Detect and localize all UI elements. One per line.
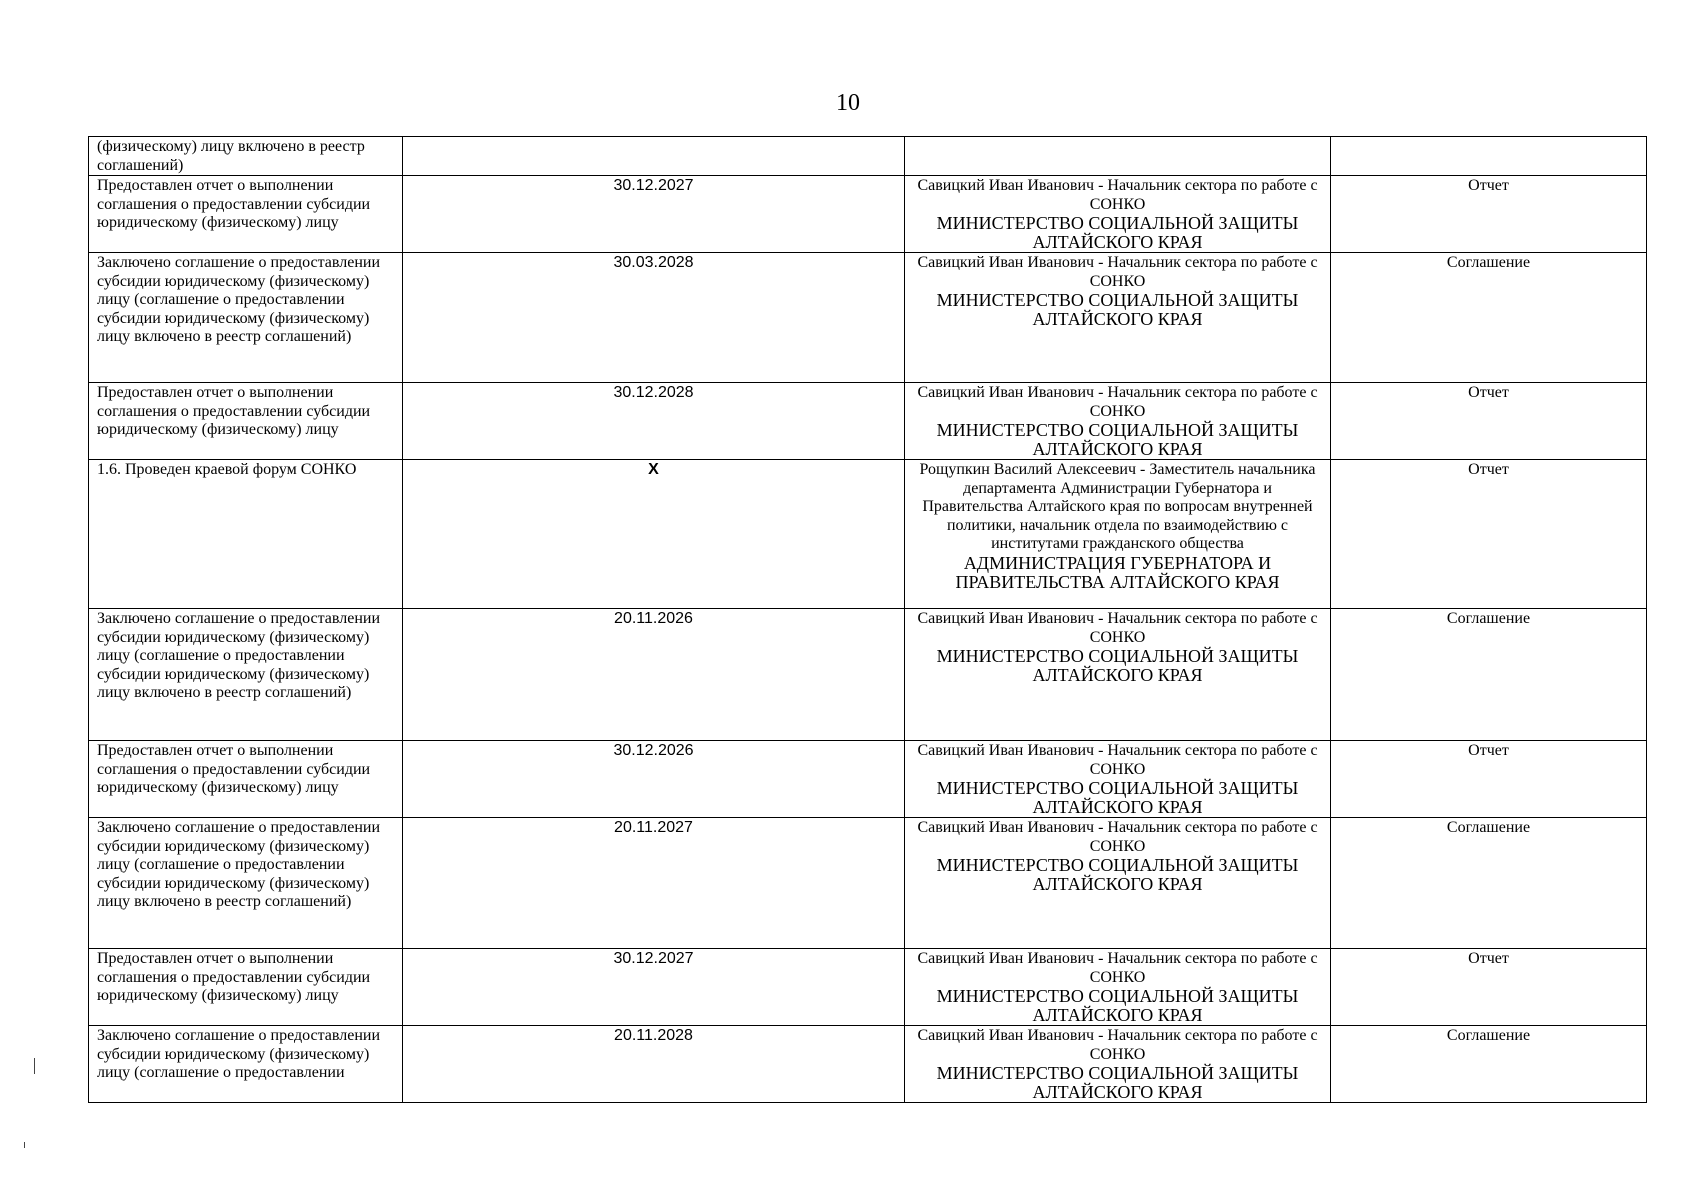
responsible-cell xyxy=(905,460,1331,609)
responsible-person: Савицкий Иван Иванович - Начальник сектора по работе с СОНКО xyxy=(917,177,1318,213)
table-row xyxy=(89,383,1647,460)
responsible-org: МИНИСТЕРСТВО СОЦИАЛЬНОЙ ЗАЩИТЫ АЛТАЙСКОГО КРАЯ xyxy=(936,420,1299,459)
document-type: Соглашение xyxy=(1331,253,1647,383)
due-date: 30.12.2027 xyxy=(403,176,905,253)
table-row xyxy=(89,741,1647,818)
responsible-org: МИНИСТЕРСТВО СОЦИАЛЬНОЙ ЗАЩИТЫ АЛТАЙСКОГО КРАЯ xyxy=(936,646,1299,685)
responsible-cell xyxy=(905,818,1331,949)
responsible-person: Савицкий Иван Иванович - Начальник сектора по работе с СОНКО xyxy=(917,384,1318,420)
document-type: Соглашение xyxy=(1331,818,1647,949)
page-number: 10 xyxy=(836,90,860,116)
responsible-person: Савицкий Иван Иванович - Начальник сектора по работе с СОНКО xyxy=(917,254,1318,290)
plan-table xyxy=(88,136,1647,1103)
responsible-person: Рощупкин Василий Алексеевич - Заместитель начальника департамента Администрации Губернатора и Правительства Алтайского края по вопросам внутренней политики, начальник отдела по взаимодействию с институтами гражданского общества xyxy=(919,461,1316,552)
event-description: Заключено соглашение о предоставлении субсидии юридическому (физическому) лицу (соглашение о предоставлении субсидии юридическому (физическому) лицу включено в реестр соглашений) xyxy=(89,609,403,741)
due-date: 30.12.2028 xyxy=(403,383,905,460)
due-date: 30.12.2027 xyxy=(403,949,905,1026)
table-row xyxy=(89,460,1647,609)
responsible-cell xyxy=(905,741,1331,818)
responsible-person: Савицкий Иван Иванович - Начальник сектора по работе с СОНКО xyxy=(917,819,1318,855)
due-date: 20.11.2027 xyxy=(403,818,905,949)
responsible-org: МИНИСТЕРСТВО СОЦИАЛЬНОЙ ЗАЩИТЫ АЛТАЙСКОГО КРАЯ xyxy=(936,213,1299,252)
responsible-person: Савицкий Иван Иванович - Начальник сектора по работе с СОНКО xyxy=(917,742,1318,778)
due-date: 30.03.2028 xyxy=(403,253,905,383)
document-type: Отчет xyxy=(1331,949,1647,1026)
table-row xyxy=(89,137,1647,176)
responsible-person: Савицкий Иван Иванович - Начальник сектора по работе с СОНКО xyxy=(917,950,1318,986)
event-description: Предоставлен отчет о выполнении соглашения о предоставлении субсидии юридическому (физическому) лицу xyxy=(89,741,403,818)
responsible-cell xyxy=(905,176,1331,253)
event-description: Заключено соглашение о предоставлении субсидии юридическому (физическому) лицу (соглашение о предоставлении субсидии юридическому (физическому) лицу включено в реестр соглашений) xyxy=(89,253,403,383)
table-row xyxy=(89,176,1647,253)
document-type: Соглашение xyxy=(1331,609,1647,741)
responsible-org: МИНИСТЕРСТВО СОЦИАЛЬНОЙ ЗАЩИТЫ АЛТАЙСКОГО КРАЯ xyxy=(936,290,1299,329)
scan-artifact xyxy=(24,1142,25,1148)
document-type xyxy=(1331,137,1647,176)
document-type: Отчет xyxy=(1331,741,1647,818)
table-row xyxy=(89,253,1647,383)
due-date: X xyxy=(403,460,905,609)
due-date: 20.11.2028 xyxy=(403,1026,905,1103)
responsible-cell xyxy=(905,383,1331,460)
responsible-org: АДМИНИСТРАЦИЯ ГУБЕРНАТОРА И ПРАВИТЕЛЬСТВА АЛТАЙСКОГО КРАЯ xyxy=(955,552,1280,592)
due-date: 30.12.2026 xyxy=(403,741,905,818)
responsible-cell xyxy=(905,609,1331,741)
table-row xyxy=(89,949,1647,1026)
table-row xyxy=(89,818,1647,949)
due-date: 20.11.2026 xyxy=(403,609,905,741)
event-description: 1.6. Проведен краевой форум СОНКО xyxy=(89,460,403,609)
document-type: Соглашение xyxy=(1331,1026,1647,1103)
responsible-org: МИНИСТЕРСТВО СОЦИАЛЬНОЙ ЗАЩИТЫ АЛТАЙСКОГО КРАЯ xyxy=(936,778,1299,817)
responsible-org: МИНИСТЕРСТВО СОЦИАЛЬНОЙ ЗАЩИТЫ АЛТАЙСКОГО КРАЯ xyxy=(936,986,1299,1025)
responsible-org: МИНИСТЕРСТВО СОЦИАЛЬНОЙ ЗАЩИТЫ АЛТАЙСКОГО КРАЯ xyxy=(936,855,1299,894)
responsible-cell xyxy=(905,1026,1331,1103)
event-description: Заключено соглашение о предоставлении субсидии юридическому (физическому) лицу (соглашение о предоставлении субсидии юридическому (физическому) лицу включено в реестр соглашений) xyxy=(89,818,403,949)
table-row xyxy=(89,609,1647,741)
event-description: (физическому) лицу включено в реестр соглашений) xyxy=(89,137,403,176)
document-type: Отчет xyxy=(1331,176,1647,253)
event-description: Заключено соглашение о предоставлении субсидии юридическому (физическому) лицу (соглашение о предоставлении xyxy=(89,1026,403,1103)
event-description: Предоставлен отчет о выполнении соглашения о предоставлении субсидии юридическому (физическому) лицу xyxy=(89,949,403,1026)
responsible-org: МИНИСТЕРСТВО СОЦИАЛЬНОЙ ЗАЩИТЫ АЛТАЙСКОГО КРАЯ xyxy=(936,1063,1299,1102)
responsible-cell xyxy=(905,253,1331,383)
scan-artifact xyxy=(34,1058,35,1074)
responsible-cell xyxy=(905,949,1331,1026)
responsible-cell xyxy=(905,137,1331,176)
event-description: Предоставлен отчет о выполнении соглашения о предоставлении субсидии юридическому (физическому) лицу xyxy=(89,176,403,253)
table-row xyxy=(89,1026,1647,1103)
event-description: Предоставлен отчет о выполнении соглашения о предоставлении субсидии юридическому (физическому) лицу xyxy=(89,383,403,460)
document-type: Отчет xyxy=(1331,383,1647,460)
due-date xyxy=(403,137,905,176)
document-type: Отчет xyxy=(1331,460,1647,609)
responsible-person: Савицкий Иван Иванович - Начальник сектора по работе с СОНКО xyxy=(917,1027,1318,1063)
responsible-person: Савицкий Иван Иванович - Начальник сектора по работе с СОНКО xyxy=(917,610,1318,646)
